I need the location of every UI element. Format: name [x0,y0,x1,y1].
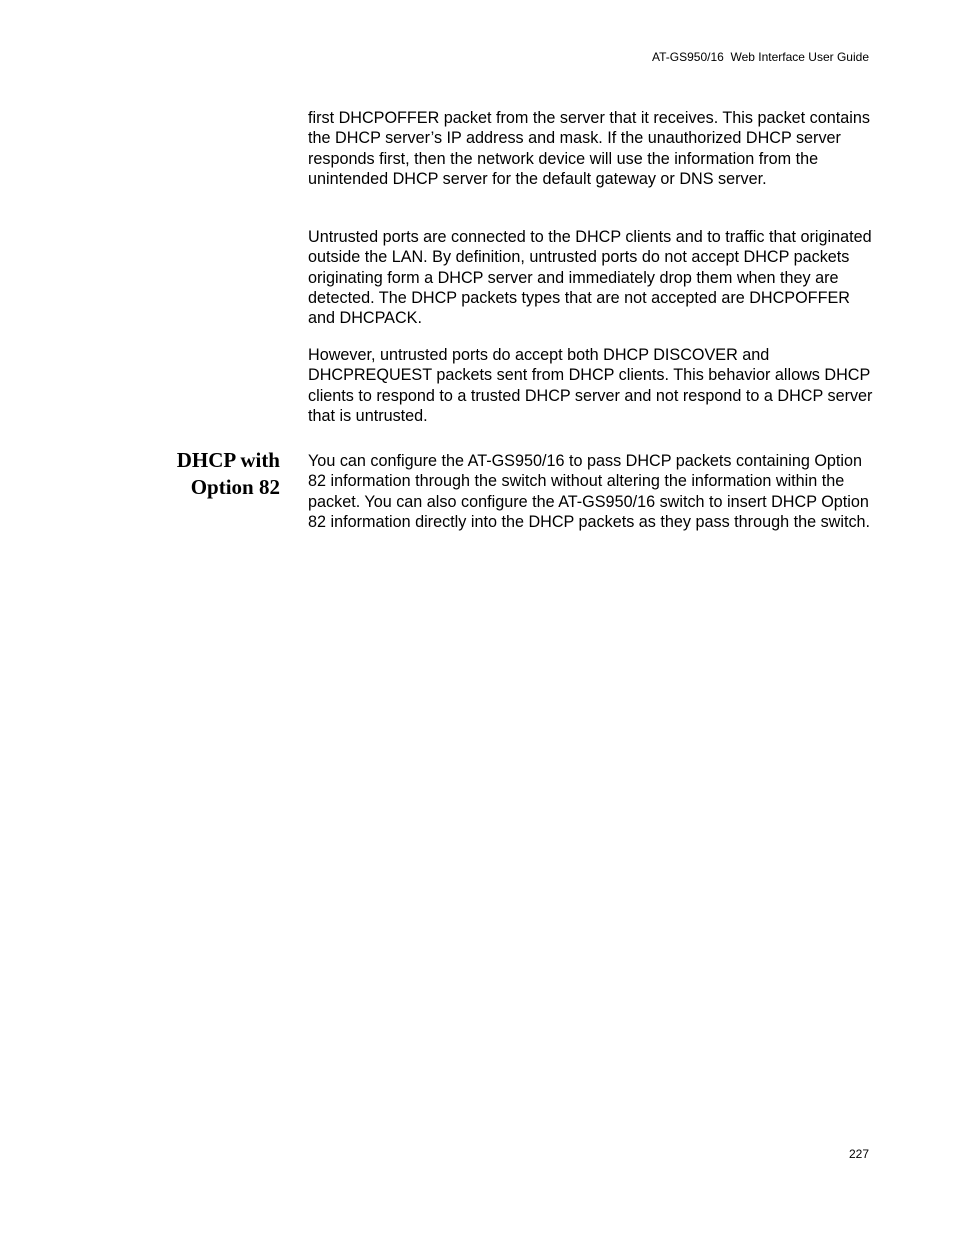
section-heading-line-1: DHCP with [176,448,280,472]
running-header: AT-GS950/16 Web Interface User Guide [652,50,869,64]
intro-paragraph-1: first DHCPOFFER packet from the server that it receives. This packet contains the DHCP server’s IP address and mask. If the unauthorized DHCP server responds first, then the network device will use the information from the unintended DHCP server for the default gateway or DNS server. [308,109,870,188]
option82-paragraph-1: You can configure the AT-GS950/16 to pass DHCP packets containing Option 82 information through the switch without altering the information within the packet. You can also configure the AT-GS950/16 switch to insert DHCP Option 82 information directly into the DHCP packets as they pass through the switch. [308,452,871,531]
section-heading-line-2: Option 82 [190,475,280,499]
page-number: 227 [848,1147,869,1161]
intro-paragraph-2: Untrusted ports are connected to the DHCP clients and to traffic that originated outside the LAN. By definition, untrusted ports do not accept DHCP packets originating form a DHCP server and immediately drop them when they are detected. The DHCP packets types that are not accepted are DHCPOFFER and DHCPACK. [308,228,872,328]
intro-paragraph-3: However, untrusted ports do accept both DHCP DISCOVER and DHCPREQUEST packets sent from DHCP clients. This behavior allows DHCP clients to respond to a trusted DHCP server and not respond to a DHCP server that is untrusted. [308,346,873,425]
section-heading-dhcp-option-82 [80,447,280,501]
